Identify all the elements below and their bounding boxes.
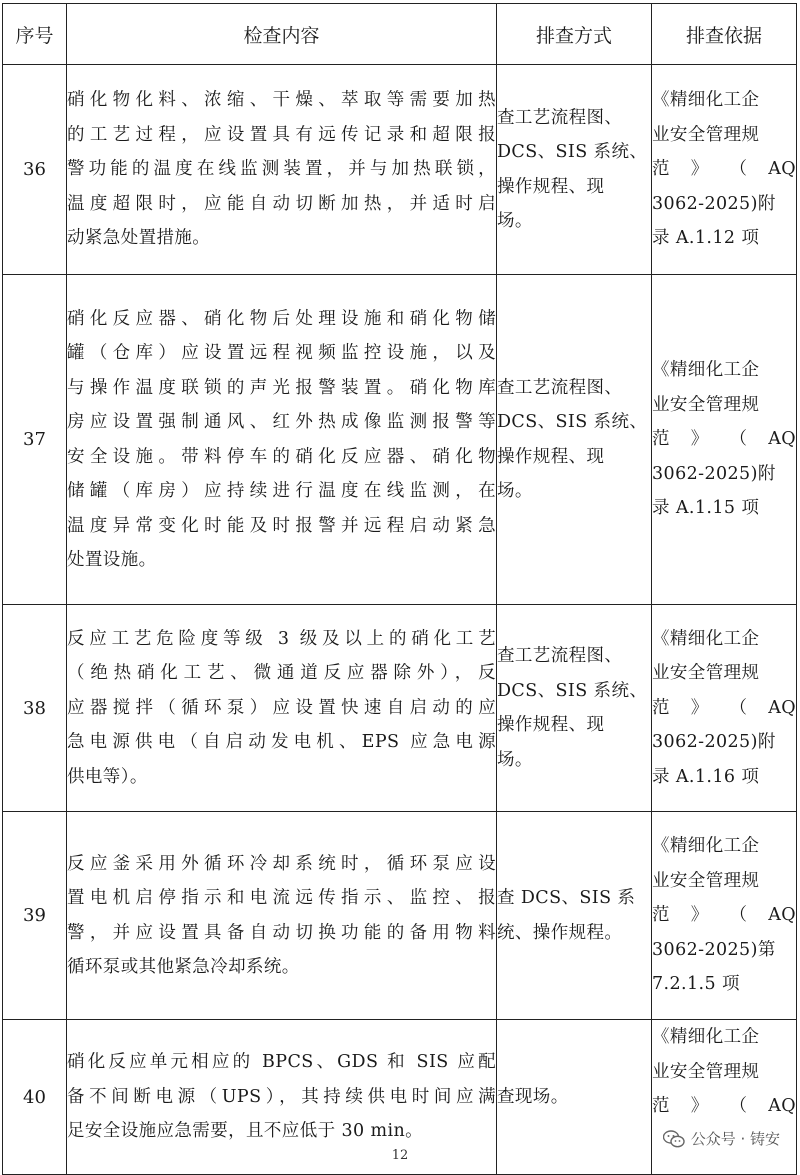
header-num: 序号 <box>3 4 67 65</box>
method-line: 场。 <box>497 211 533 231</box>
method-line: 场。 <box>497 481 533 501</box>
table-row <box>3 65 797 275</box>
method-line: 查工艺流程图、 <box>497 107 623 128</box>
content-line: 动紧急处置措施。 <box>67 228 211 249</box>
basis-line: 3062-2025)附 <box>652 193 776 214</box>
content-line: 温度超限时，应能自动切断加热，并适时启 <box>67 193 496 214</box>
wechat-icon <box>663 1130 685 1148</box>
table-row <box>3 605 797 812</box>
method-line: 查现场。 <box>497 1086 569 1107</box>
method-line: 场。 <box>497 749 533 770</box>
content-line: 硝化反应单元相应的 BPCS、GDS 和 SIS 应配 <box>67 1052 496 1073</box>
method-line: 查 DCS、SIS 系 <box>497 888 636 908</box>
header-basis: 排查依据 <box>652 4 797 65</box>
method-line: 操作规程、现 <box>497 176 605 197</box>
content-cell <box>67 605 497 812</box>
basis-line: 范 》 （ AQ <box>652 697 796 718</box>
basis-line: 业安全管理规 <box>652 663 760 684</box>
content-line: 处置设施。 <box>67 550 157 570</box>
basis-line: 《精细化工企 <box>652 628 760 649</box>
basis-cell <box>652 605 797 812</box>
method-line: 查工艺流程图、 <box>497 646 623 666</box>
content-line: 安全设施。带料停车的硝化反应器、硝化物 <box>67 446 496 467</box>
basis-line: 《精细化工企 <box>652 1027 760 1047</box>
basis-cell <box>652 812 797 1020</box>
basis-line: 业安全管理规 <box>652 124 760 145</box>
method-cell <box>497 605 652 812</box>
header-content: 检查内容 <box>67 4 497 65</box>
content-line: 供电等）。 <box>67 766 148 787</box>
content-line: 的工艺过程，应设置具有远传记录和超限报 <box>67 124 496 145</box>
method-cell <box>497 812 652 1020</box>
header-method: 排查方式 <box>497 4 652 65</box>
basis-line: 《精细化工企 <box>652 360 760 381</box>
watermark <box>663 1128 780 1149</box>
content-line: 反应釜采用外循环冷却系统时，循环泵应设 <box>67 853 496 874</box>
row-number: 37 <box>3 275 67 605</box>
basis-line: 范 》 （ AQ <box>652 905 796 926</box>
table-row <box>3 275 797 605</box>
basis-line: 《精细化工企 <box>652 90 760 111</box>
basis-line: 范 》 （ AQ <box>652 1096 796 1116</box>
watermark-text: 公众号 · 铸安 <box>690 1130 780 1148</box>
method-line: DCS、SIS 系统、 <box>497 142 648 162</box>
basis-line: 3062-2025)第 <box>652 939 776 960</box>
content-line: 足安全设施应急需要，且不应低于 30 min。 <box>67 1121 424 1142</box>
content-line: 罐（仓库）应设置远程视频监控设施，以及 <box>67 343 496 363</box>
method-line: 统、操作规程。 <box>497 922 623 943</box>
content-line: 温度异常变化时能及时报警并远程启动紧急 <box>67 515 496 536</box>
basis-cell <box>652 65 797 275</box>
content-line: 硝化反应器、硝化物后处理设施和硝化物储 <box>67 308 496 329</box>
method-cell <box>497 275 652 605</box>
row-number: 40 <box>3 1020 67 1175</box>
basis-line: 录 A.1.12 项 <box>652 228 760 249</box>
basis-line: 录 A.1.16 项 <box>652 766 760 787</box>
method-line: 操作规程、现 <box>497 715 605 735</box>
content-line: 反应工艺危险度等级 3 级及以上的硝化工艺 <box>67 628 496 649</box>
basis-line: 业安全管理规 <box>652 870 760 891</box>
content-line: 警，并应设置具备自动切换功能的备用物料 <box>67 922 496 943</box>
row-number: 39 <box>3 812 67 1020</box>
row-number: 36 <box>3 65 67 275</box>
content-line: 备不间断电源（UPS），其持续供电时间应满 <box>67 1086 496 1107</box>
method-line: 操作规程、现 <box>497 446 605 467</box>
content-line: 应器搅拌（循环泵）应设置快速自启动的应 <box>67 697 496 718</box>
basis-cell <box>652 275 797 605</box>
basis-line: 范 》 （ AQ <box>652 429 796 450</box>
header-row <box>3 4 797 65</box>
content-cell <box>67 275 497 605</box>
basis-line: 7.2.1.5 项 <box>652 974 740 995</box>
basis-line: 范 》 （ AQ <box>652 159 796 180</box>
content-line: 循环泵或其他紧急冷却系统。 <box>67 957 300 977</box>
page-number: 12 <box>391 1148 409 1163</box>
table-row <box>3 812 797 1020</box>
method-line: 查工艺流程图、 <box>497 377 623 398</box>
content-line: 置电机启停指示和电流远传指示、监控、报 <box>67 888 496 908</box>
basis-line: 《精细化工企 <box>652 836 760 857</box>
method-line: DCS、SIS 系统、 <box>497 680 648 701</box>
method-line: DCS、SIS 系统、 <box>497 412 648 432</box>
basis-line: 录 A.1.15 项 <box>652 498 760 519</box>
content-line: 急电源供电（自启动发电机、EPS 应急电源 <box>67 732 496 753</box>
basis-line: 业安全管理规 <box>652 1061 760 1082</box>
content-line: 警功能的温度在线监测装置，并与加热联锁， <box>67 159 496 180</box>
content-line: 房应设置强制通风、红外热成像监测报警等 <box>67 412 496 432</box>
method-cell <box>497 65 652 275</box>
inspection-table <box>2 3 797 1175</box>
content-cell <box>67 65 497 275</box>
row-number: 38 <box>3 605 67 812</box>
content-line: （绝热硝化工艺、微通道反应器除外），反 <box>67 663 496 684</box>
content-cell <box>67 812 497 1020</box>
content-line: 储罐（库房）应持续进行温度在线监测，在 <box>67 481 496 501</box>
basis-line: 3062-2025)附 <box>652 732 776 753</box>
basis-line: 3062-2025)附 <box>652 463 776 484</box>
content-line: 硝化物化料、浓缩、干燥、萃取等需要加热 <box>67 90 496 111</box>
basis-line: 业安全管理规 <box>652 394 760 415</box>
content-line: 与操作温度联锁的声光报警装置。硝化物库 <box>67 377 496 398</box>
